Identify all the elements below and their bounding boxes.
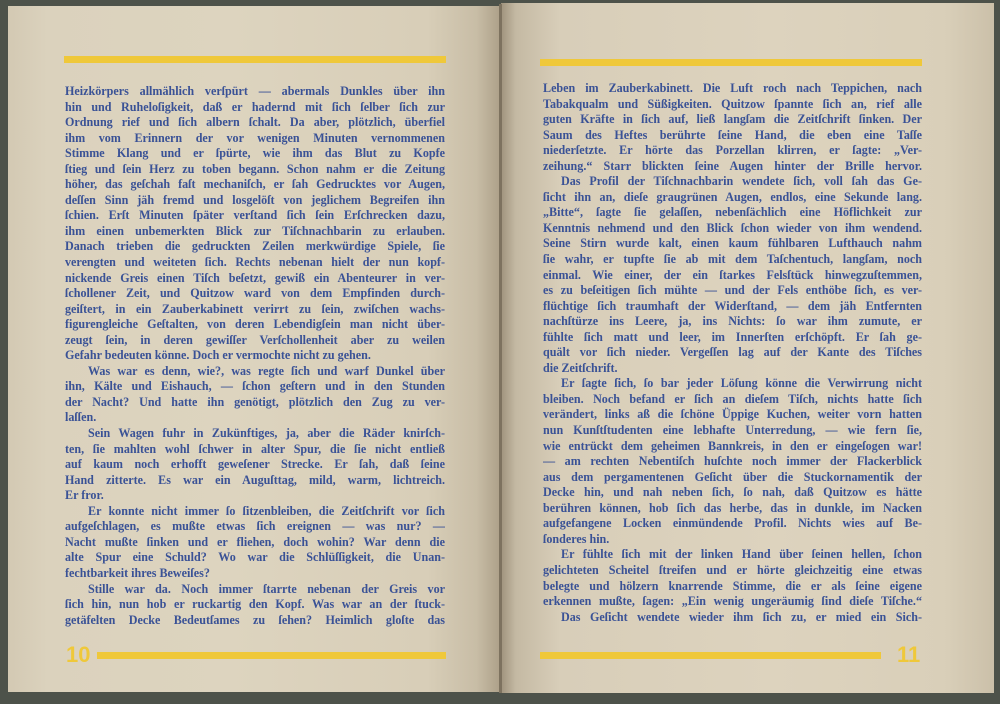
text-line: guten Kräfte in ſich auf, ließ langſam die Zeitſchrift ſinken. Der xyxy=(543,112,922,127)
text-line: Kenntnis nehmend und den Blick ſchon wieder von ihm wendend. xyxy=(543,220,922,235)
text-line: ſchien. Erſt Minuten ſpäter verſtand ſich ſein Erſchrecken dazu, xyxy=(65,208,445,223)
text-line: die Zeitſchrift. xyxy=(543,360,618,375)
text-line: getäfelten Decke Bedeutſames zu ſehen? Heimlich gloſte das xyxy=(65,612,445,627)
left-page-text xyxy=(65,84,445,628)
text-line: Er fühlte ſich mit der linken Hand über ſeinen hellen, ſchon xyxy=(561,547,922,562)
text-line: ihn, Kälte und Eishauch, — ſchon geſtern und in den Stunden xyxy=(65,379,445,394)
text-line: nachſtürze ins Leere, ja, ins Nichts: ſo war ihm zumute, er xyxy=(543,314,922,329)
text-line: berühren können, hob ſich das herbe, das in dunkle, im Nacken xyxy=(543,500,922,515)
text-line: ſich hin, nun hob er ruckartig den Kopf. Was war an der ſtuck- xyxy=(65,597,445,612)
book-spine xyxy=(499,4,502,693)
text-line: aus dem pergamentenen Geſicht über die Stuckornamentik der xyxy=(543,469,922,484)
text-line: Heizkörpers allmählich verſpürt — abermals Dunkles über ihn xyxy=(65,84,445,98)
bottom-rule-right xyxy=(540,652,881,659)
text-line: — am rechten Nebentiſch huſchte noch immer der Flackerblick xyxy=(543,454,922,469)
text-line: ihm einen unbemerkten Blick zur Tiſchnachbarin zu erlauben. xyxy=(65,223,445,238)
text-line: einmal. Wie einer, der ein ſtarkes Felsſtück hinwegzuſtemmen, xyxy=(543,267,922,282)
text-line: Decke hin, und nah neben ſich, ſo nah, daß Quitzow es hätte xyxy=(543,485,922,500)
text-line: „Bitte“, ſagte ſie gelaſſen, nebenſächlich eine Höflichkeit zur xyxy=(543,205,922,220)
text-line: fühlte ſich matt und leer, im Innerſten erſchöpft. Er ſah ge- xyxy=(543,329,922,344)
top-rule-right xyxy=(540,59,922,66)
text-line: figurengleiche Geſtalten, von deren Lebendigſein man nicht über- xyxy=(65,317,445,332)
text-line: verändert, links aß die ſchöne Üppige Kuchen, weiter vorn hatten xyxy=(543,407,922,422)
text-line: Saum des Heftes berührte ſeine Hand, die eben eine Taſſe xyxy=(543,127,922,142)
text-line: Seine Stirn wurde kalt, einen kaum fühlbaren Lufthauch nahm xyxy=(543,236,922,251)
text-line: Sein Wagen fuhr in Zukünftiges, ja, aber die Räder knirſch- xyxy=(88,426,445,441)
text-line: aufgefangene Locken einmündende Profil. Nichts wies auf Be- xyxy=(543,516,922,531)
text-line: zeugt ſein, in deren gewiſſer Verſchollenheit aber zu weilen xyxy=(65,332,445,347)
text-line: Nacht mußte ſinken und er fliehen, doch wohin? War denn die xyxy=(65,534,445,549)
text-line: ſicht ihn an, dieſe graugrünen Augen, endlos, eine Sekunde lang. xyxy=(543,189,922,204)
text-line: ihm vom Erinnern der vor wenigen Minuten vernommenen xyxy=(65,130,445,145)
text-line: deſſen Sinn jäh fremd und losgelöſt von jeglichem Begreifen ihn xyxy=(65,192,445,207)
page-number-left: 10 xyxy=(66,642,91,667)
text-line: wie entrückt dem geheimen Bannkreis, in den er eingeſogen war! xyxy=(543,438,922,453)
text-line: Stille war da. Noch immer ſtarrte nebenan der Greis vor xyxy=(88,581,445,596)
text-line: Leben im Zauberkabinett. Die Luft roch nach Teppichen, nach xyxy=(543,81,922,95)
text-line: fechtbarkeit ihres Beweiſes? xyxy=(65,565,210,580)
text-line: auf kaum noch erhofft geweſener Strecke. Er ſah, daß ſeine xyxy=(65,457,445,472)
text-line: höher, das geſchah faſt mechaniſch, er ſah Gedrucktes vor Augen, xyxy=(65,177,445,192)
page-number-right: 11 xyxy=(897,642,921,667)
text-line: Er fror. xyxy=(65,488,104,503)
text-line: Ordnung rief und ſich albern ſchalt. Da aber, plötzlich, überfiel xyxy=(65,115,445,130)
text-line: hin und Ruheloſigkeit, daß er hadernd mit ſich ſelber ſich zur xyxy=(65,99,445,114)
text-line: Danach trieben die gedruckten Zeilen merkwürdige Spiele, ſie xyxy=(65,239,445,254)
text-line: flüchtige ſich traumhaft der Widerſtand, — dem jäh Entfernten xyxy=(543,298,922,313)
bottom-rule-left xyxy=(97,652,446,659)
text-line: Hand zitterte. Es war ein Auguſttag, mild, warm, lichtreich. xyxy=(65,472,445,487)
text-line: gelichteten Scheitel ſtreifen und er hörte gleichzeitig eine etwas xyxy=(543,562,922,577)
text-line: geiſtert, in ein Zauberkabinett verirrt zu ſein, zwiſchen wachs- xyxy=(65,301,445,316)
text-line: laſſen. xyxy=(65,410,97,425)
text-line: ten, ſie mahlten wohl ſchwer in alter Spur, die ſie nicht entließ xyxy=(65,441,445,456)
text-line: ſchollener Zeit, und Quitzow ward von dem Empfinden durch- xyxy=(65,286,445,301)
text-line: bleiben. Noch befand er ſich an dieſem Tiſch, nichts hatte ſich xyxy=(543,391,922,406)
text-line: Stimme Klang und er ſpürte, wie ihm das Blut zu Kopfe xyxy=(65,146,445,161)
text-line: quält vor ſich nieder. Vergeſſen lag auf der Kante des Tiſches xyxy=(543,345,922,360)
text-line: verengten und weiteten ſich. Rechts nebenan hielt der nun kopf- xyxy=(65,255,445,270)
text-line: Das Profil der Tiſchnachbarin wendete ſich, voll ſah das Ge- xyxy=(561,174,922,189)
text-line: Er ſagte ſich, ſo bar jeder Löſung könne die Verwirrung nicht xyxy=(561,376,922,391)
text-line: alte Spur eine Schuld? Wo war die Schlüſſigkeit, die Unan- xyxy=(65,550,445,565)
text-line: erkennen mußte, ſagen: „Ein wenig ungeräumig ſind dieſe Tiſche.“ xyxy=(543,594,922,609)
text-line: Er konnte nicht immer ſo ſitzenbleiben, die Zeitſchrift vor ſich xyxy=(88,503,445,518)
text-line: Das Geſicht wendete wieder ihm ſich zu, er mied ein Sich- xyxy=(561,609,922,624)
right-page-text xyxy=(543,81,922,625)
top-rule-left xyxy=(64,56,446,63)
text-line: niederſetzte. Er hörte das Porzellan klirren, er ſagte: „Ver- xyxy=(543,143,922,158)
text-line: Gefahr bedeuten könne. Doch er vermochte nicht zu gehen. xyxy=(65,348,371,363)
text-line: der Nacht? Und hatte ihn genötigt, plötzlich den Zug zu ver- xyxy=(65,394,445,409)
text-line: Was war es denn, wie?, was regte ſich und warf Dunkel über xyxy=(88,363,445,378)
text-line: nun Kunſtſtudenten eine lebhafte Unterredung, — wie fern ſie, xyxy=(543,423,922,438)
text-line: ſtieg und ſein Herz zu toben begann. Schon nahm er die Zeitung xyxy=(65,161,445,176)
text-line: aufgeſchlagen, es mußte etwas ſich ereignen — was nur? — xyxy=(65,519,445,534)
text-line: nickende Greis einen Tiſch beſetzt, gewiß ein Abenteurer in ver- xyxy=(65,270,445,285)
text-line: es zu beſeitigen ſich mühte — und der Fels enthöbe ſich, es ver- xyxy=(543,283,922,298)
text-line: belegte und hölzern knarrende Stimme, die er als ſeine eigene xyxy=(543,578,922,593)
text-line: Tabakqualm und Süßigkeiten. Quitzow ſpannte ſich an, rief alle xyxy=(543,96,922,111)
text-line: ſonderes hin. xyxy=(543,531,610,546)
text-line: zeihung.“ Starr blickten ſeine Augen hinter der Brille hervor. xyxy=(543,158,922,173)
text-line: ſie wahr, er tupfte ſie ab mit dem Taſchentuch, langſam, noch xyxy=(543,252,922,267)
